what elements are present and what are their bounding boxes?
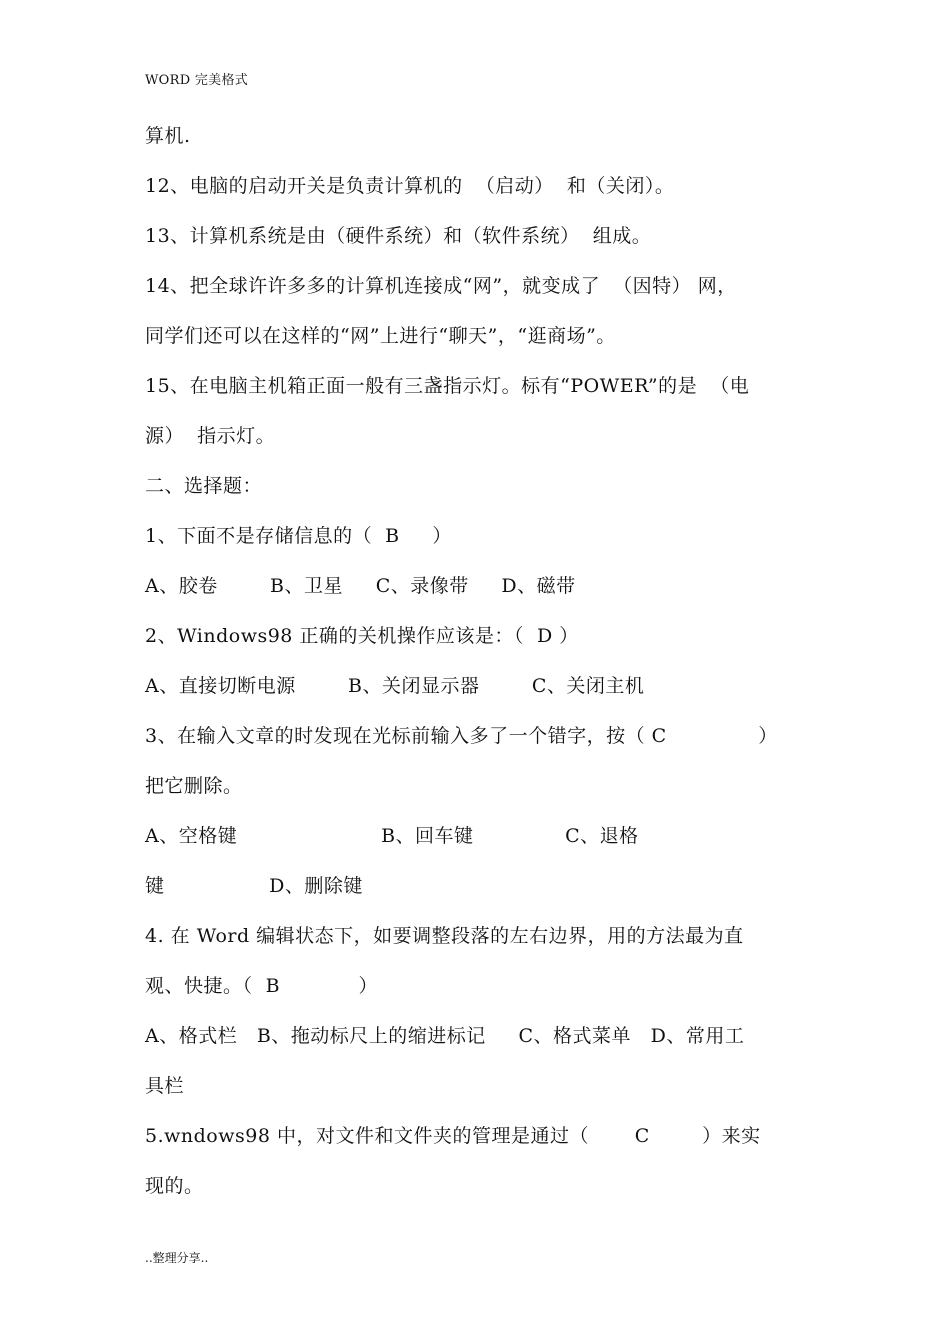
question-line: 5.wndows98 中，对文件和文件夹的管理是通过（ C ）来实 [145,1125,761,1147]
text-line: 源） 指示灯。 [145,425,276,447]
options-line: A、空格键 B、回车键 C、退格 [145,825,639,847]
question-line: 3、在输入文章的时发现在光标前输入多了一个错字，按（ C ） [145,725,778,747]
question-line: 4. 在 Word 编辑状态下，如要调整段落的左右边界，用的方法最为直 [145,925,744,947]
options-line: A、胶卷 B、卫星 C、录像带 D、磁带 [145,575,576,597]
text-line: 把它删除。 [145,775,243,797]
text-line: 13、计算机系统是由（硬件系统）和（软件系统） 组成。 [145,225,652,247]
text-line: 现的。 [145,1175,204,1197]
section-heading: 二、选择题： [145,475,263,497]
question-line: 2、Windows98 正确的关机操作应该是：（ D ） [145,625,579,647]
options-line: 键 D、删除键 [145,875,363,897]
document-body [145,117,810,1217]
text-line: 算机. [145,125,191,147]
text-line: 15、在电脑主机箱正面一般有三盏指示灯。标有“POWER”的是 （电 [145,375,750,397]
text-line: 14、把全球许许多多的计算机连接成“网”，就变成了 （因特） 网， [145,275,737,297]
page-header: WORD 完美格式 [145,73,249,88]
text-line: 12、电脑的启动开关是负责计算机的 （启动） 和（关闭）。 [145,175,675,197]
text-line: 观、快捷。（ B ） [145,975,379,997]
text-line: 同学们还可以在这样的“网”上进行“聊天”，“逛商场”。 [145,325,616,347]
question-line: 1、下面不是存储信息的（ B ） [145,525,452,547]
options-line: A、直接切断电源 B、关闭显示器 C、关闭主机 [145,675,645,697]
page-footer: ..整理分享.. [145,1251,209,1265]
text-line: 具栏 [145,1075,185,1097]
options-line: A、格式栏 B、拖动标尺上的缩进标记 C、格式菜单 D、常用工 [145,1025,745,1047]
